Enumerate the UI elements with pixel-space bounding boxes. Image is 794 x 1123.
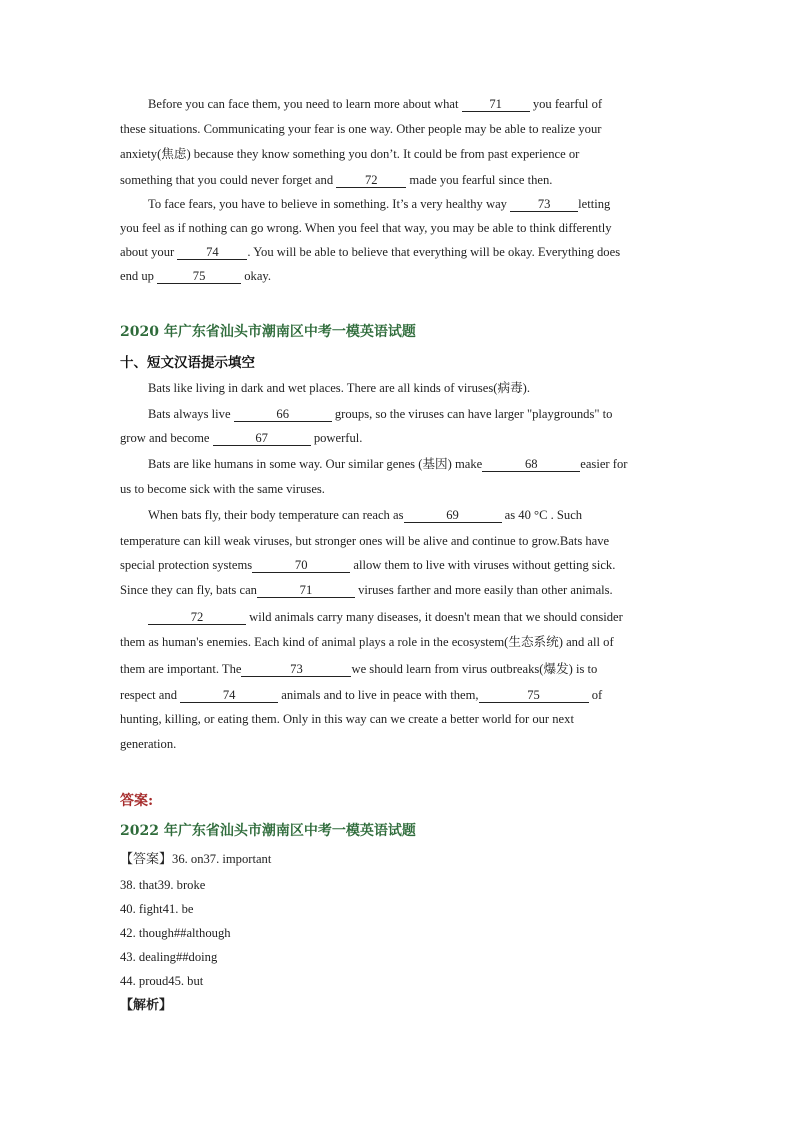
section2020-line-12: [120, 661, 597, 677]
passage1-line-3: anxiety(焦虑) because they know something you don’t. It could be from past experience or: [120, 147, 580, 161]
section2020-line-4: [148, 456, 627, 472]
passage1-line-8: [120, 268, 271, 284]
passage1-line-4: [120, 172, 552, 188]
blank-72: 72: [148, 610, 246, 625]
text: grow and become: [120, 431, 213, 445]
blank-75: 75: [157, 269, 241, 284]
section2020-line-15: generation.: [120, 737, 177, 751]
text: To face fears, you have to believe in something. It’s a very healthy way: [148, 197, 511, 211]
section2020-line-13: [120, 687, 602, 703]
text: of: [588, 688, 603, 702]
section2020-line-5: us to become sick with the same viruses.: [120, 482, 325, 496]
blank-73: 73: [510, 197, 578, 212]
passage1-line-2: these situations. Communicating your fear is one way. Other people may be able to realize your: [120, 122, 602, 136]
section2020-line-9: [120, 582, 613, 598]
blank-74: 74: [180, 688, 278, 703]
answers-label: 答案:: [120, 793, 154, 809]
text: . You will be able to believe that everything will be okay. Everything does: [247, 245, 621, 259]
text: made you fearful since then.: [406, 173, 553, 187]
passage1-line-7: [120, 244, 620, 260]
answers-line-5: 43. dealing##doing: [120, 950, 218, 964]
text: Bats always live: [148, 407, 234, 421]
passage1-line-5: [148, 196, 610, 212]
text: Bats are like humans in some way. Our similar genes (基因) make: [148, 457, 483, 471]
section2020-line-7: temperature can kill weak viruses, but stronger ones will be alive and continue to grow.Bats have: [120, 534, 610, 548]
passage1-line-6: you feel as if nothing can go wrong. When you feel that way, you may be able to think differently: [120, 221, 612, 235]
text: about your: [120, 245, 178, 259]
text: When bats fly, their body temperature can reach as: [148, 508, 404, 522]
blank-71: 71: [257, 583, 355, 598]
section2020-line-8: [120, 557, 615, 573]
blank-70: 70: [252, 558, 350, 573]
analysis-tag: 【解析】: [120, 998, 173, 1013]
text: Since they can fly, bats can: [120, 583, 257, 597]
text: groups, so the viruses can have larger "playgrounds" to: [331, 407, 613, 421]
section2020-line-14: hunting, killing, or eating them. Only in this way can we create a better world for our next: [120, 712, 574, 726]
text: 36. on37. important: [172, 852, 272, 866]
answer-tag: 【答案】: [120, 852, 173, 867]
text: respect and: [120, 688, 181, 702]
section2020-line-1: Bats like living in dark and wet places. There are all kinds of viruses(病毒).: [148, 381, 531, 395]
answers-line-6: 44. proud45. but: [120, 974, 204, 988]
text: Before you can face them, you need to learn more about what: [148, 97, 462, 111]
blank-71: 71: [462, 97, 530, 112]
answers-line-3: 40. fight41. be: [120, 902, 194, 916]
text: something that you could never forget and: [120, 173, 337, 187]
blank-72: 72: [336, 173, 406, 188]
blank-69: 69: [404, 508, 502, 523]
text: end up: [120, 269, 158, 283]
section2020-line-3: [120, 430, 362, 446]
section-subtitle: 十、短文汉语提示填空: [120, 355, 255, 371]
section-title-2020: 2020 年广东省汕头市潮南区中考一模英语试题: [120, 324, 416, 340]
blank-74: 74: [177, 245, 247, 260]
blank-67: 67: [213, 431, 311, 446]
text: animals and to live in peace with them,: [278, 688, 479, 702]
text: easier for: [580, 457, 628, 471]
text: powerful.: [310, 431, 363, 445]
text: allow them to live with viruses without getting sick.: [350, 558, 616, 572]
text: letting: [578, 197, 611, 211]
answers-line-1: [120, 851, 271, 868]
passage1-line-1: [148, 96, 602, 112]
text: as 40 °C . Such: [501, 508, 583, 522]
text: viruses farther and more easily than other animals.: [354, 583, 613, 597]
text: we should learn from virus outbreaks(爆发) is to: [351, 662, 598, 676]
text: you fearful of: [529, 97, 603, 111]
blank-66: 66: [234, 407, 332, 422]
section2020-line-2: [148, 406, 612, 422]
text: special protection systems: [120, 558, 253, 572]
blank-75: 75: [479, 688, 589, 703]
section2020-line-6: [148, 507, 582, 523]
answers-line-2: 38. that39. broke: [120, 878, 206, 892]
blank-68: 68: [482, 457, 580, 472]
section2020-line-10: [148, 609, 623, 625]
section2020-line-11: them as human's enemies. Each kind of animal plays a role in the ecosystem(生态系统) and all of: [120, 635, 614, 649]
answers-line-4: 42. though##although: [120, 926, 231, 940]
text: them are important. The: [120, 662, 242, 676]
answers-section-title: 2022 年广东省汕头市潮南区中考一模英语试题: [120, 823, 416, 839]
blank-73: 73: [241, 662, 351, 677]
text: okay.: [241, 269, 272, 283]
text: wild animals carry many diseases, it doesn't mean that we should consider: [246, 610, 623, 624]
